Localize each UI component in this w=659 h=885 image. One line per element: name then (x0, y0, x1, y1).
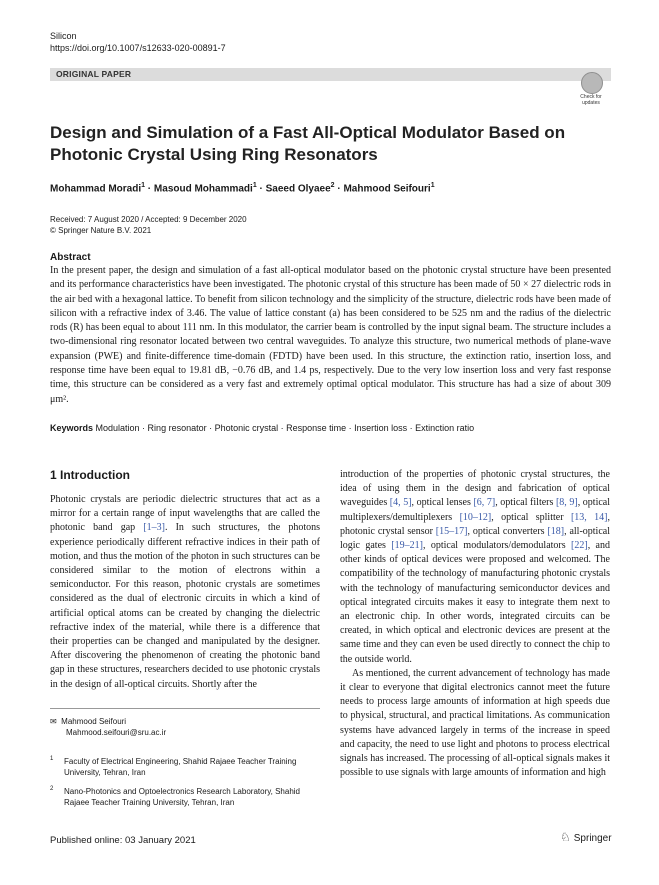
author-aff: 2 (330, 182, 335, 189)
abstract-heading: Abstract (50, 252, 91, 263)
corresponding-email[interactable]: Mahmood.seifouri@sru.ac.ir (66, 728, 167, 737)
keywords-label: Keywords (50, 423, 94, 433)
received-accepted-dates: Received: 7 August 2020 / Accepted: 9 December 2020 (50, 215, 247, 224)
citation-link[interactable]: [13, 14] (570, 511, 608, 523)
journal-name: Silicon (50, 31, 77, 41)
section-heading-introduction: 1 Introduction (50, 468, 130, 482)
paragraph: As mentioned, the current advancement of technology has made it clear to everyone that digital electronics cannot meet the future needs to process large amounts of information at high speeds due to physical, structural, and practical limitations. As communication systems have advanced largely in terms of the increase in speed and capacity, the need to use light and photons to process electrical signals has increased. The processing of all-optical signals makes it possible to use signals with large amounts of information and high (340, 667, 610, 779)
citation-link[interactable]: [19–21] (391, 540, 423, 552)
citation-link[interactable]: [6, 7] (473, 497, 496, 509)
copyright: © Springer Nature B.V. 2021 (50, 226, 152, 235)
column-right (340, 468, 610, 780)
citation-link[interactable]: [15–17] (435, 525, 468, 537)
author-name[interactable]: Mohammad Moradi (50, 183, 142, 195)
column-left (50, 493, 320, 692)
check-updates-icon (581, 72, 603, 94)
check-for-updates-badge[interactable] (574, 70, 608, 106)
article-type: ORIGINAL PAPER (56, 69, 132, 79)
citation-link[interactable]: [22] (571, 540, 588, 552)
author-aff: 1 (430, 182, 435, 189)
keywords (50, 422, 611, 434)
keywords-list: Modulation · Ring resonator · Photonic crystal · Response time · Insertion loss · Extinction ratio (95, 423, 475, 433)
published-online: Published online: 03 January 2021 (50, 835, 196, 846)
publisher-name: Springer (573, 833, 612, 844)
doi-link[interactable]: https://doi.org/10.1007/s12633-020-00891-7 (50, 43, 226, 53)
author-aff: 1 (252, 182, 257, 189)
author-list: Mohammad Moradi$^1$ · Masoud Mohammadi$^1$ · Saeed Olyaee$^2$ · Mahmood Seifouri$^1$ (50, 182, 435, 195)
badge-label-2: updates (582, 100, 600, 106)
article-type-band (50, 68, 611, 81)
affiliation-item: 1 Faculty of Electrical Engineering, Shahid Rajaee Teacher Training University, Tehran, Iran (50, 756, 297, 777)
envelope-icon: ✉ (50, 717, 57, 726)
citation-link[interactable]: [18] (547, 525, 565, 537)
citation-link[interactable]: [1–3] (143, 522, 165, 534)
author-name[interactable]: Masoud Mohammadi (153, 183, 253, 195)
citation-link[interactable]: [10–12] (459, 511, 492, 523)
badge-label-1: Check for (580, 94, 602, 100)
author-name[interactable]: Saeed Olyaee (265, 183, 331, 195)
publisher-logo (560, 830, 612, 844)
author-name[interactable]: Mahmood Seifouri (343, 183, 431, 195)
author-aff: 1 (141, 182, 146, 189)
citation-link[interactable]: [4, 5] (389, 497, 412, 509)
footnote-divider (50, 708, 320, 709)
affiliations (50, 756, 320, 816)
abstract-text: In the present paper, the design and simulation of a fast all-optical modulator based on the photonic crystal structure have been presented and its performance characteristics have been investigated. The photonic crystal of this structure has been made of 50 × 27 dielectric rods in the air bed with a hexagonal lattice. To benefit from silicon technology and the simplicity of the structure, dielectric rods have been made of silicon with a refractive index of 3.46. The value of lattice constant (a) has been considered to be 525 nm and the radius of the dielectric rods (R) has been equal to about 111 nm. In this modulator, the carrier beam is controlled by the input signal beam. The structure includes a two-dimensional ring resonator located between two central waveguides. To analyze this structure, two numerical methods of plane-wave expansion (PWE) and finite-difference time-domain (FDTD) have been used. In this structure, the extinction ratio, insertion loss, and response time have been equal to 19.81 dB, −0.76 dB, and 1.4 ps, respectively. Due to the very low insertion loss and very fast response time, this structure can be considered as a very fast and extremely optimal optical modulator. This structure has had a size of about 309 μm². (50, 265, 611, 405)
affiliation-item: 2 Nano-Photonics and Optoelectronics Research Laboratory, Shahid Rajaee Teacher Training University, Tehran, Iran (50, 786, 300, 807)
corresponding-author: Mahmood Seifouri (61, 717, 127, 726)
paragraph: introduction of the properties of photonic crystal structures, the idea of using them in the design and fabrication of optical waveguides [4, 5], optical lenses [6, 7], optical filters [8, 9], optical multiplexers/demultiplexers [10–12], optical splitter [13, 14], photonic crystal sensor [15–17], optical converters [18], all-optical logic gates [19–21], optical modulators/demodulators [22], and other kinds of optical devices were proposed and welcomed. The compatibility of the technology of manufacturing photonic crystals with the technology of manufacturing semiconductor devices and optical integrated circuits makes it easy to integrate them next to an electronic chip. In other words, integrated circuits can be created, in which optical and electronic devices are present at the same time and they can even be used directly to connect the chip to the outside world. (340, 469, 611, 665)
citation-link[interactable]: [8, 9] (555, 497, 578, 509)
correspondence (50, 716, 166, 738)
paper-title: Design and Simulation of a Fast All-Optical Modulator Based on Photonic Crystal Using Ring Resonators (50, 123, 566, 164)
paragraph: Photonic crystals are periodic dielectric structures that act as a mirror for a certain range of input wavelengths that are called the photonic band gap [1–3]. In such structures, the photons experience periodically different refractive indices in their path of motion, and thus the motion of the photon in such structures can be considered similar to the motion of electrons within a semiconductor. For this reason, photonic crystals are sometimes considered as the dual of electronic circuits in which a kind of artificial optical atoms can be created by changing the dielectric refractive index of the material, while there is a difference that their properties can be changed and manipulated by the designer. After discovering the phenomenon of creating the photonic band gap in these structures, researchers decided to use photonic crystals in the design of all-optical circuits. Shortly after the (50, 494, 320, 690)
springer-horse-icon: ♘ (560, 830, 571, 844)
